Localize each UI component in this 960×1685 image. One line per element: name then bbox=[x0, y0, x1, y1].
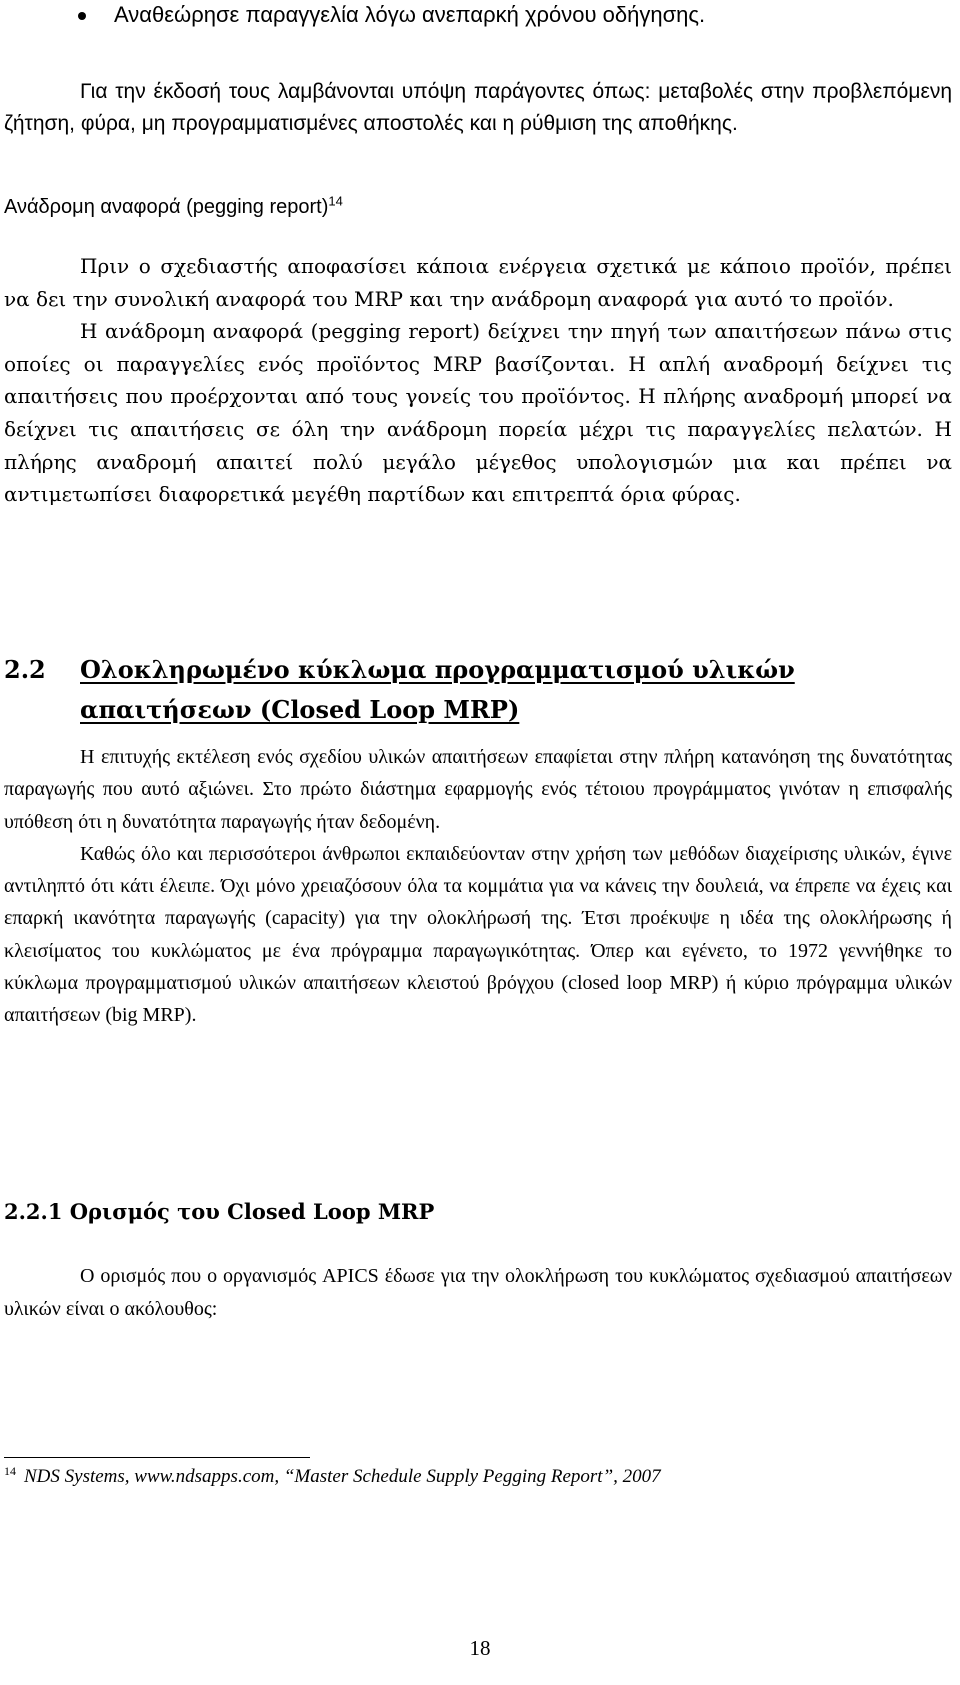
paragraph-definition-text: Ο ορισμός που ο οργανισμός APICS έδωσε για την ολοκλήρωση του κυκλώματος σχεδιασμού απαιτήσεων υλικών είναι ο ακόλουθος: bbox=[4, 1265, 952, 1320]
page-number: 18 bbox=[469, 1636, 491, 1660]
paragraph-history-text: Καθώς όλο και περισσότεροι άνθρωποι εκπαιδεύονταν στην χρήση των μεθόδων διαχείρισης υλικών, έγινε αντιληπτό ότι κάτι έλειπε. Όχι μόνο χρειαζόσουν όλα τα κομμάτια για να κάνεις την δουλειά, να έπρεπε να έχεις και επαρκή ικανότητα παραγωγής (capacity) για την ολοκλήρωσή της. Έτσι προέκυψε η ιδέα της ολοκλήρωσης ή κλεισίματος του κυκλώματος με ένα πρόγραμμα παραγωγικότητας. Όπερ και εγένετο, το 1972 γεννήθηκε το κύκλωμα προγραμματισμού υλικών απαιτήσεων κλειστού βρόγχου (closed loop MRP) ή κύριο πρόγραμμα υλικών απαιτήσεων (big MRP). bbox=[4, 842, 952, 1027]
bullet-list-item bbox=[78, 0, 705, 30]
paragraph-planner-text: Πριν ο σχεδιαστής αποφασίσει κάποια ενέργεια σχετικά με κάποιο προϊόν, πρέπει να δει την συνολική αναφορά του MRP και την ανάδρομη αναφορά για αυτό το προϊόν. bbox=[4, 254, 952, 311]
subsection-heading-2-2-1 bbox=[4, 1197, 434, 1227]
footnote-text: NDS Systems, www.ndsapps.com, “Master Schedule Supply Pegging Report”, 2007 bbox=[24, 1466, 661, 1487]
pegging-paragraphs bbox=[4, 250, 952, 511]
footnote bbox=[4, 1463, 661, 1491]
paragraph-factors bbox=[4, 76, 952, 140]
definition-paragraph bbox=[4, 1260, 952, 1326]
paragraph-pegging-text: Η ανάδρομη αναφορά (pegging report) δείχνει την πηγή των απαιτήσεων πάνω στις οποίες οι παραγγελίες ενός προϊόντος MRP βασίζονται. Η απλή αναδρομή δείχνει τις απαιτήσεις που προέρχονται από τους γονείς του προϊόντος. Η πλήρης αναδρομή μπορεί να δείχνει τις απαιτήσεις σε όλη την ανάδρομη πορεία μέχρι τις παραγγελίες πελατών. Η πλήρης αναδρομή απαιτεί πολύ μεγάλο μέγεθος υπολογισμών μια και πρέπει να αντιμετωπίσει διαφορετικά μεγέθη παρτίδων και επιτρεπτά όρια φύρας. bbox=[4, 319, 952, 507]
footnote-mark: 14 bbox=[4, 1463, 16, 1478]
pegging-heading-text: Ανάδρομη αναφορά (pegging report) bbox=[4, 196, 329, 218]
section-number: 2.2 bbox=[4, 655, 46, 684]
paragraph-factors-text: Για την έκδοσή τους λαμβάνονται υπόψη παράγοντες όπως: μεταβολές στην προβλεπόμενη ζήτηση, φύρα, μη προγραμματισμένες αποστολές και η ρύθμιση της αποθήκης. bbox=[4, 80, 952, 135]
footnote-reference: 14 bbox=[328, 193, 343, 209]
paragraph-success-text: Η επιτυχής εκτέλεση ενός σχεδίου υλικών απαιτήσεων επαφίεται στην πλήρη κατανόηση της δυνατότητας παραγωγής που αυτό αξιώνει. Στο πρώτο διάστημα εφαρμογής ενός τέτοιου προγράμματος γινόταν η επισφαλής υπόθεση ότι η δυνατότητα παραγωγής ήταν δεδομένη. bbox=[4, 746, 952, 833]
bullet-icon bbox=[78, 12, 86, 20]
section-title: Ολοκληρωμένο κύκλωμα προγραμματισμού υλικών απαιτήσεων (Closed Loop MRP) bbox=[80, 655, 795, 724]
pegging-heading bbox=[4, 193, 343, 221]
footnote-separator bbox=[4, 1457, 310, 1458]
subsection-title: 2.2.1 Ορισμός του Closed Loop MRP bbox=[4, 1199, 435, 1224]
closed-loop-paragraphs bbox=[4, 741, 952, 1032]
bullet-text: Αναθεώρησε παραγγελία λόγω ανεπαρκή χρόνου οδήγησης. bbox=[114, 2, 706, 27]
